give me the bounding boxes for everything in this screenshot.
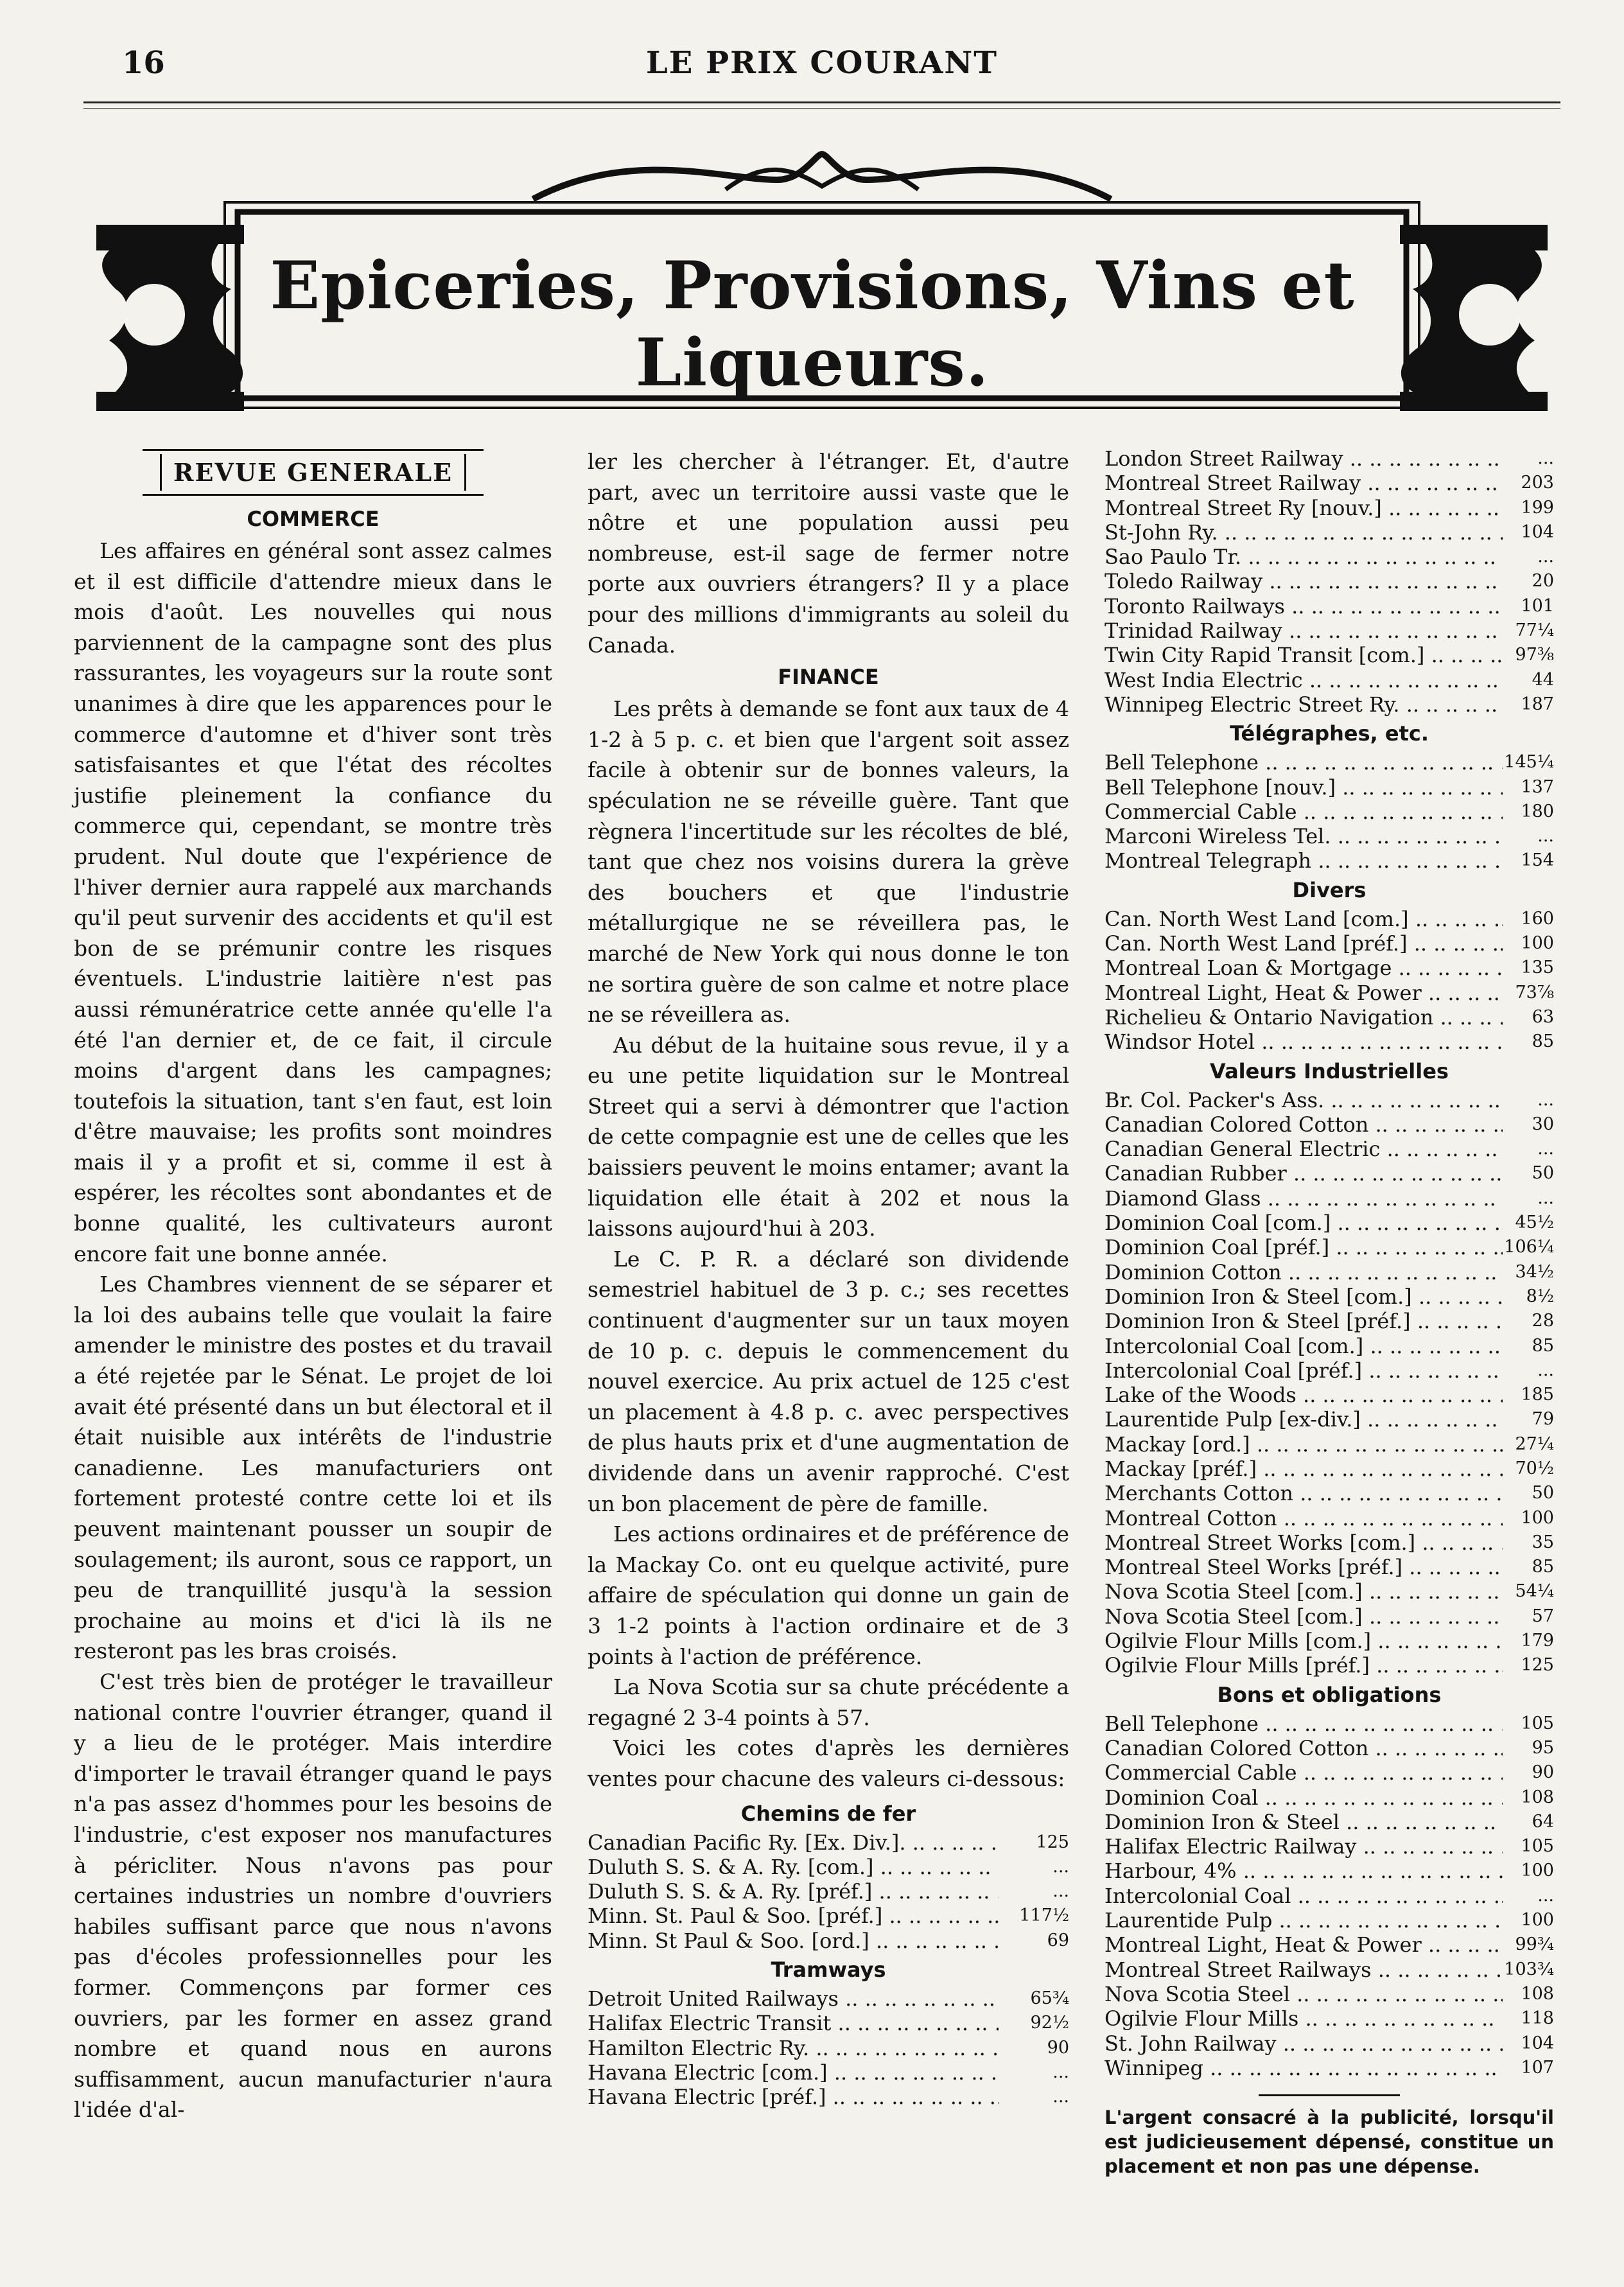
quote-name: Mackay [ord.] .. .. (1104, 1432, 1503, 1457)
column-3 (1104, 446, 1554, 2178)
quote-name: Montreal Steel Works [préf.] .. .. (1104, 1555, 1503, 1579)
divers-list (1104, 907, 1554, 1055)
finance-paragraph-2: Au début de la huitaine sous revue, il y a eu une petite liquidation sur le Montreal Street qui a servi à démontrer que l'action de cette compagnie est une de celles que les baissiers peuvent le moins entamer; avant la liquidation elle était à 202 et nous la laissons aujourd'hui à 203. (588, 1032, 1069, 1241)
quote-value: 108 (1521, 1983, 1554, 2004)
quote-value: ... (1052, 1856, 1069, 1877)
quote-name: Commercial Cable .. .. (1104, 1760, 1503, 1785)
quote-value: ... (1052, 2087, 1069, 2107)
commerce-paragraph-1: Les affaires en général sont assez calmes et il est difficile d'attendre mieux dans le mois d'août. Les nouvelles qui nous parviennent de la campagne sont des plus rassurantes, les voyageurs sur la route sont unanimes à dire que les apparences pour le commerce d'automne et d'hiver sont très satisfaisantes et que l'état des récoltes justifie pleinement la confiance du commerce qui, cependant, se montre très prudent. Nul doute que l'expérience de l'hiver dernier aura rappelé aux marchands qu'il peut survenir des accidents et qu'il est bon de se prémunir contre les risques éventuels. L'industrie laitière n'est pas aussi rémunératrice cette année qu'elle l'a été l'an dernier et, de ce fait, il circule moins d'argent dans les campagnes; toutefois la situation, tant s'en faut, est loin d'être mauvaise; les profits sont moindres mais il y a profit et si, comme il est à espérer, les récoltes sont abondantes et de bonne qualité, les cultivateurs auront encore fait une bonne année. (74, 538, 552, 1266)
quote-value: 90 (1047, 2037, 1069, 2058)
quote-name: Ogilvie Flour Mills [com.] .. .. (1104, 1629, 1503, 1653)
telegraphes-heading: Télégraphes, etc. (1229, 721, 1429, 746)
quote-row (1104, 1481, 1554, 1505)
quote-name: Trinidad Railway .. .. (1104, 618, 1503, 643)
quote-value: 28 (1532, 1311, 1554, 1331)
quote-value: 199 (1521, 497, 1554, 518)
quote-name: Havana Electric [préf.] .. .. (588, 2085, 999, 2109)
quote-name: Dominion Coal [com.] .. .. (1104, 1211, 1503, 1235)
header-rule-bottom (83, 108, 1560, 109)
quote-value: ... (1537, 1360, 1554, 1380)
quote-name: Dominion Iron & Steel .. .. (1104, 1810, 1503, 1834)
quote-value: 185 (1521, 1385, 1554, 1405)
quote-row (1104, 2031, 1554, 2056)
quote-name: Ogilvie Flour Mills .. .. (1104, 2006, 1503, 2031)
quote-value: 64 (1532, 1811, 1554, 1832)
quote-value: 85 (1532, 1557, 1554, 1577)
quote-row (1104, 1810, 1554, 1834)
quote-row (1104, 496, 1554, 520)
quote-name: Br. Col. Packer's Ass. .. .. (1104, 1088, 1503, 1112)
quote-row (1104, 545, 1554, 569)
quote-name: Detroit United Railways .. .. (588, 1986, 999, 2011)
quote-row (588, 1830, 1069, 1855)
finance-paragraph-5: La Nova Scotia sur sa chute précédente a regagné 2 3-4 points à 57. (588, 1674, 1069, 1730)
quote-value: 99¾ (1515, 1934, 1554, 1955)
quote-row (1104, 1530, 1554, 1555)
chemins-list (588, 1830, 1069, 1953)
finance-paragraph-4: Les actions ordinaires et de préférence de la Mackay Co. ont eu quelque activité, pure affaire de spéculation qui donne un gain de 3 1-2 points à l'action ordinaire et de 3 points à l'action de préférence. (588, 1521, 1069, 1669)
quote-row (1104, 956, 1554, 980)
quote-row (588, 2036, 1069, 2060)
quote-name: Dominion Coal .. .. (1104, 1785, 1503, 1810)
quote-row (1104, 1653, 1554, 1678)
continued-paragraph: ler les chercher à l'étranger. Et, d'autre part, avec un territoire aussi vaste que le nôtre et une population aussi peu nombreuse, est-il sage de fermer notre porte aux ouvriers étrangers? Il y a place pour des millions d'immigrants au soleil du Canada. (588, 449, 1069, 658)
quote-name: Toledo Railway .. .. (1104, 569, 1503, 593)
notice-separator (1259, 2094, 1400, 2096)
quote-name: Canadian Rubber .. .. (1104, 1161, 1503, 1186)
tramways-continued-list (1104, 446, 1554, 717)
quote-row (1104, 569, 1554, 593)
finance-paragraph-3: Le C. P. R. a déclaré son dividende semestriel habituel de 3 p. c.; ses recettes continuent d'augmenter sur un taux moyen de 10 p. c. depuis le commencement du nouvel exercice. Au prix actuel de 125 c'est un placement à 4.8 p. c. avec perspectives de plus hauts prix et d'une augmentation de dividende dans un avenir rapproché. C'est un bon placement de père de famille. (588, 1246, 1069, 1516)
quote-value: 100 (1521, 1861, 1554, 1881)
quote-value: 108 (1521, 1787, 1554, 1807)
quote-row (1104, 2056, 1554, 2080)
quote-name: St-John Ry. .. .. (1104, 520, 1503, 545)
quote-value: 106¼ (1504, 1237, 1554, 1257)
chemins-heading: Chemins de fer (740, 1801, 916, 1826)
quote-value: 57 (1532, 1606, 1554, 1626)
quote-row (1104, 2006, 1554, 2031)
quote-value: 103¾ (1504, 1959, 1554, 1979)
quote-value: 203 (1521, 473, 1554, 493)
quote-row (1104, 1137, 1554, 1161)
quote-row (1104, 1859, 1554, 1883)
commerce-paragraph-3: C'est très bien de protéger le travailleur national contre l'ouvrier étranger, quand il y a lieu de le protéger. Mais interdire d'importer le travail étranger quand le pays n'a pas assez d'hommes pour les besoins de l'industrie, c'est exposer nos manufactures à péricliter. Nous n'avons pas pour certaines industries un nombre d'ouvriers habiles suffisant parce que nous n'avons pas d'écoles professionnelles pour les former. Commençons par former ces ouvriers, par les former en assez grand nombre et quand nous en aurons suffisamment, aucun manufacturier n'aura l'idée d'al- (74, 1669, 552, 2123)
quote-name: Nova Scotia Steel [com.] .. .. (1104, 1579, 1503, 1604)
quote-value: 104 (1521, 521, 1554, 542)
quote-row (1104, 1235, 1554, 1259)
quote-value: ... (1537, 1089, 1554, 1110)
quote-row (1104, 618, 1554, 643)
quote-value: 63 (1532, 1006, 1554, 1027)
column-2 (588, 446, 1069, 2110)
quote-row (1104, 643, 1554, 667)
quote-row (1104, 1604, 1554, 1629)
quote-row (1104, 1932, 1554, 1957)
quote-row (1104, 692, 1554, 717)
quote-name: Richelieu & Ontario Navigation .. .. (1104, 1005, 1503, 1030)
quote-row (1104, 931, 1554, 956)
header-rule-top (83, 101, 1560, 103)
quote-row (1104, 594, 1554, 618)
quote-row (1104, 824, 1554, 848)
quote-name: Halifax Electric Railway .. .. (1104, 1834, 1503, 1859)
quote-name: Montreal Cotton .. .. (1104, 1506, 1503, 1530)
quote-value: 50 (1532, 1483, 1554, 1503)
finance-heading: FINANCE (778, 665, 879, 690)
quote-name: Sao Paulo Tr. .. .. (1104, 545, 1503, 569)
quote-name: Windsor Hotel .. .. (1104, 1030, 1503, 1054)
quote-row (1104, 1712, 1554, 1736)
quote-value: 137 (1521, 776, 1554, 797)
quote-row (588, 2085, 1069, 2109)
quote-name: Laurentide Pulp .. .. (1104, 1908, 1503, 1932)
quote-value: 20 (1532, 571, 1554, 591)
quote-name: West India Electric .. .. (1104, 668, 1503, 692)
quote-name: Intercolonial Coal [com.] .. .. (1104, 1334, 1503, 1358)
quote-row (1104, 1211, 1554, 1235)
quote-value: ... (1537, 1139, 1554, 1159)
quote-row (1104, 1005, 1554, 1030)
finance-paragraph-6: Voici les cotes d'après les dernières ventes pour chacune des valeurs ci-dessous: (588, 1735, 1069, 1791)
commerce-heading: COMMERCE (247, 507, 380, 531)
quote-name: London Street Railway .. .. (1104, 446, 1503, 471)
quote-row (588, 1986, 1069, 2011)
tramways-list (588, 1986, 1069, 2109)
quote-name: Minn. St Paul & Soo. [ord.] .. .. (588, 1929, 999, 1953)
commerce-paragraph-2: Les Chambres viennent de se séparer et la loi des aubains telle que voulait la faire amender le ministre des postes et du travail a été rejetée par le Sénat. Le projet de loi avait été présenté dans un but électoral et il était nuisible aux intérêts de l'industrie canadienne. Les manufacturiers ont fortement protesté contre cette loi et ils peuvent maintenant pousser un soupir de soulagement; ils auront, sous ce rapport, un peu de tranquillité jusqu'à la session prochaine au moins et d'ici là ils ne resteront pas les bras croisés. (74, 1272, 552, 1664)
quote-row (1104, 1982, 1554, 2006)
quote-name: Montreal Street Works [com.] .. .. (1104, 1530, 1503, 1555)
quote-row (1104, 1736, 1554, 1760)
running-header (83, 45, 1560, 90)
quote-value: 180 (1521, 801, 1554, 821)
quote-name: Canadian General Electric .. .. (1104, 1137, 1503, 1161)
quote-name: Marconi Wireless Tel. .. .. (1104, 824, 1503, 848)
quote-name: Montreal Light, Heat & Power .. .. (1104, 981, 1503, 1005)
quote-value: 160 (1521, 908, 1554, 929)
quote-value: 30 (1532, 1114, 1554, 1134)
quote-value: 95 (1532, 1737, 1554, 1758)
finance-paragraph-1: Les prêts à demande se font aux taux de 4 1-2 à 5 p. c. et bien que l'argent soit assez facile à obtenir sur de bonnes valeurs, la spéculation ne se réveille guère. Tant que règnera l'incertitude sur les récoltes de blé, tant que chez nos voisins durera la grève des bouchers et que l'industrie métallurgique ne se réveillera pas, le marché de New York qui nous donne le ton ne sortira guère de son calme et notre place ne se réveillera as. (588, 696, 1069, 1028)
quote-value: ... (1052, 1881, 1069, 1902)
quote-row (1104, 1629, 1554, 1653)
quote-value: 187 (1521, 694, 1554, 714)
quote-value: 79 (1532, 1409, 1554, 1430)
quote-name: Canadian Colored Cotton .. .. (1104, 1112, 1503, 1137)
quote-name: Montreal Street Ry [nouv.] .. .. (1104, 496, 1503, 520)
revue-generale-box (74, 454, 552, 491)
quote-value: 118 (1521, 2008, 1554, 2029)
quote-name: Montreal Street Railway .. .. (1104, 471, 1503, 495)
quote-value: 50 (1532, 1163, 1554, 1184)
quote-row (588, 1879, 1069, 1904)
advertising-notice: L'argent consacré à la publicité, lorsqu'il est judicieusement dépensé, constitue un placement et non pas une dépense. (1104, 2107, 1554, 2178)
quote-row (1104, 1785, 1554, 1810)
quote-row (588, 1855, 1069, 1879)
quote-name: Hamilton Electric Ry. .. .. (588, 2036, 999, 2060)
quote-value: 101 (1521, 595, 1554, 616)
box-heading: REVUE GENERALE (160, 454, 466, 491)
valeurs-heading: Valeurs Industrielles (1210, 1058, 1449, 1083)
quote-name: Dominion Iron & Steel [préf.] .. .. (1104, 1309, 1503, 1333)
quote-value: 45½ (1515, 1213, 1554, 1233)
quote-name: Harbour, 4% .. .. (1104, 1859, 1503, 1883)
quote-name: Mackay [préf.] .. .. (1104, 1457, 1503, 1481)
quote-name: Havana Electric [com.] .. .. (588, 2060, 999, 2085)
quote-value: 73⅞ (1515, 982, 1554, 1003)
quote-value: 154 (1521, 850, 1554, 871)
quote-value: 54¼ (1515, 1581, 1554, 1602)
quote-name: Winnipeg Electric Street Ry. .. .. (1104, 692, 1503, 717)
quote-name: Laurentide Pulp [ex-div.] .. .. (1104, 1407, 1503, 1432)
quote-row (1104, 1260, 1554, 1284)
quote-row (1104, 1579, 1554, 1604)
quote-row (1104, 1407, 1554, 1432)
quote-row (1104, 471, 1554, 495)
quote-value: 107 (1521, 2057, 1554, 2078)
quote-name: Commercial Cable .. .. (1104, 800, 1503, 824)
quote-name: Nova Scotia Steel .. .. (1104, 1982, 1503, 2006)
quote-row (1104, 1334, 1554, 1358)
bons-list (1104, 1712, 1554, 2080)
quote-row (1104, 1186, 1554, 1211)
tramways-heading: Tramways (771, 1958, 886, 1983)
quote-value: ... (1537, 826, 1554, 846)
quote-value: 69 (1047, 1930, 1069, 1950)
quote-row (1104, 1884, 1554, 1908)
valeurs-list (1104, 1088, 1554, 1678)
quote-name: Intercolonial Coal .. .. (1104, 1884, 1503, 1908)
quote-row (1104, 668, 1554, 692)
column-1 (74, 446, 552, 2125)
quote-row (1104, 520, 1554, 545)
quote-value: 92½ (1030, 2013, 1069, 2033)
quote-name: St. John Railway .. .. (1104, 2031, 1503, 2056)
quote-value: 105 (1521, 1713, 1554, 1733)
quote-name: Duluth S. S. & A. Ry. [com.] .. .. (588, 1855, 999, 1879)
quote-value: 97⅜ (1515, 645, 1554, 665)
quote-value: ... (1537, 547, 1554, 567)
quote-row (1104, 1958, 1554, 1982)
quote-row (1104, 907, 1554, 931)
quote-row (1104, 775, 1554, 800)
quote-value: 85 (1532, 1031, 1554, 1052)
quote-name: Can. North West Land [com.] .. .. (1104, 907, 1503, 931)
quote-value: ... (1537, 1885, 1554, 1906)
quote-value: 34½ (1515, 1261, 1554, 1282)
quote-name: Montreal Street Railways .. .. (1104, 1958, 1503, 1982)
quote-name: Canadian Colored Cotton .. .. (1104, 1736, 1503, 1760)
quote-value: 100 (1521, 933, 1554, 954)
quote-name: Intercolonial Coal [préf.] .. .. (1104, 1358, 1503, 1383)
quote-row (1104, 800, 1554, 824)
quote-row (1104, 1309, 1554, 1333)
quote-name: Winnipeg .. .. (1104, 2056, 1503, 2080)
quote-value: 179 (1521, 1631, 1554, 1651)
quote-row (1104, 750, 1554, 775)
quote-row (1104, 848, 1554, 873)
quote-name: Toronto Railways .. .. (1104, 594, 1503, 618)
banner-title: Epiceries, Provisions, Vins et Liqueurs. (270, 247, 1355, 401)
quote-name: Dominion Cotton .. .. (1104, 1260, 1503, 1284)
quote-value: 85 (1532, 1335, 1554, 1356)
quote-name: Canadian Pacific Ry. [Ex. Div.]. .. .. (588, 1830, 999, 1855)
quote-value: 77¼ (1515, 620, 1554, 641)
quote-value: 125 (1036, 1832, 1069, 1852)
quote-value: 90 (1532, 1762, 1554, 1783)
quote-value: 125 (1521, 1655, 1554, 1676)
quote-name: Dominion Coal [préf.] .. .. (1104, 1235, 1503, 1259)
quote-value: 8½ (1526, 1286, 1554, 1306)
quote-row (1104, 1457, 1554, 1481)
quote-name: Ogilvie Flour Mills [préf.] .. .. (1104, 1653, 1503, 1678)
telegraphes-list (1104, 750, 1554, 873)
quote-row (1104, 1284, 1554, 1309)
quote-value: ... (1537, 448, 1554, 468)
quote-row (1104, 1383, 1554, 1407)
quote-row (588, 2011, 1069, 2035)
quote-row (1104, 1555, 1554, 1579)
quote-row (588, 1904, 1069, 1928)
quote-value: 104 (1521, 2033, 1554, 2053)
quote-name: Nova Scotia Steel [com.] .. .. (1104, 1604, 1503, 1629)
bons-heading: Bons et obligations (1217, 1682, 1442, 1707)
quote-name: Lake of the Woods .. .. (1104, 1383, 1503, 1407)
quote-row (588, 2060, 1069, 2085)
running-title: LE PRIX COURANT (645, 45, 999, 81)
page-number: 16 (122, 45, 165, 81)
divers-heading: Divers (1292, 877, 1366, 902)
quote-value: 27¼ (1515, 1433, 1554, 1454)
quote-row (1104, 1760, 1554, 1785)
quote-row (1104, 1358, 1554, 1383)
quote-name: Dominion Iron & Steel [com.] .. .. (1104, 1284, 1503, 1309)
quote-value: ... (1052, 2062, 1069, 2082)
quote-value: 70½ (1515, 1458, 1554, 1478)
quote-name: Duluth S. S. & A. Ry. [préf.] .. .. (588, 1879, 999, 1904)
quote-name: Halifax Electric Transit .. .. (588, 2011, 999, 2035)
quote-name: Bell Telephone .. .. (1104, 1712, 1503, 1736)
quote-value: 117½ (1019, 1906, 1069, 1926)
quote-name: Montreal Light, Heat & Power .. .. (1104, 1932, 1503, 1957)
quote-name: Diamond Glass .. .. (1104, 1186, 1503, 1211)
quote-row (1104, 1030, 1554, 1054)
quote-row (1104, 1112, 1554, 1137)
quote-row (1104, 1161, 1554, 1186)
quote-value: 44 (1532, 669, 1554, 690)
quote-name: Twin City Rapid Transit [com.] .. .. (1104, 643, 1503, 667)
quote-value: ... (1537, 1187, 1554, 1208)
quote-value: 135 (1521, 958, 1554, 978)
quote-value: 145¼ (1504, 752, 1554, 773)
quote-name: Merchants Cotton .. .. (1104, 1481, 1503, 1505)
quote-name: Minn. St. Paul & Soo. [préf.] .. .. (588, 1904, 999, 1928)
quote-name: Bell Telephone .. .. (1104, 750, 1503, 775)
quote-row (1104, 446, 1554, 471)
quote-name: Can. North West Land [préf.] .. .. (1104, 931, 1503, 956)
quote-name: Montreal Telegraph .. .. (1104, 848, 1503, 873)
quote-row (1104, 1088, 1554, 1112)
quote-value: 65¾ (1030, 1988, 1069, 2009)
quote-row (1104, 981, 1554, 1005)
quote-row (1104, 1834, 1554, 1859)
quote-value: 100 (1521, 1910, 1554, 1931)
quote-name: Montreal Loan & Mortgage .. .. (1104, 956, 1503, 980)
quote-row (1104, 1908, 1554, 1932)
quote-name: Bell Telephone [nouv.] .. .. (1104, 775, 1503, 800)
quote-row (1104, 1506, 1554, 1530)
quote-value: 35 (1532, 1532, 1554, 1552)
quote-row (1104, 1432, 1554, 1457)
quote-value: 100 (1521, 1507, 1554, 1528)
quote-row (588, 1929, 1069, 1953)
quote-value: 105 (1521, 1836, 1554, 1857)
